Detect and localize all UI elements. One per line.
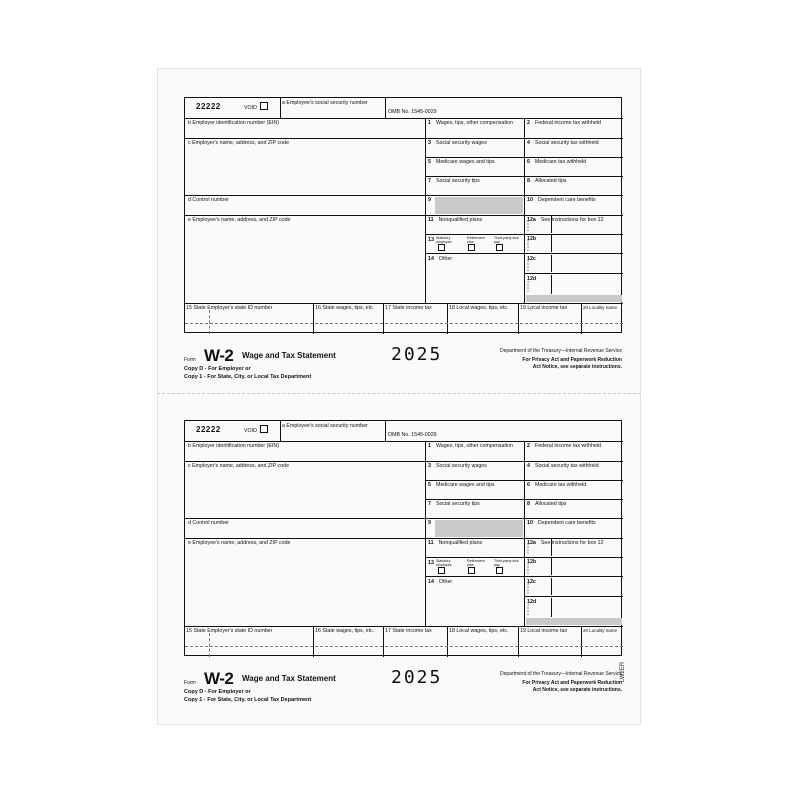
- product-code: LW2ER: [620, 661, 626, 682]
- box-6-label: 6 Medicare tax withheld: [527, 482, 587, 488]
- box-12d-code-label: C O D E: [526, 603, 530, 615]
- box-18-label: 18 Local wages, tips, etc.: [449, 305, 509, 311]
- form-name: W-2: [204, 669, 234, 688]
- statutory-employee-label: Statutory employee: [436, 236, 452, 244]
- box-20-label: 20 Locality name: [583, 628, 618, 633]
- form-word: Form: [184, 357, 196, 363]
- box-1-label: 1 Wages, tips, other compensation: [428, 443, 513, 449]
- box-8-label: 8 Allocated tips: [527, 178, 567, 184]
- box-16-label: 16 State wages, tips, etc.: [315, 305, 375, 311]
- box-12b-code-label: C O D E: [526, 562, 530, 574]
- w2-form-copy-2: [184, 420, 622, 705]
- box-b-label: b Employer identification number (EIN): [188, 120, 279, 126]
- box-e-label: e Employee's name, address, and ZIP code: [188, 540, 291, 546]
- box-10-label: 10 Dependent care benefits: [527, 520, 596, 526]
- form-title: Wage and Tax Statement: [242, 351, 336, 360]
- box-2-label: 2 Federal income tax withheld: [527, 443, 601, 449]
- tax-year: 2025: [391, 667, 443, 688]
- box-a-label: a Employee's social security number: [282, 423, 368, 429]
- privacy-line-1: For Privacy Act and Paperwork Reduction: [522, 680, 622, 686]
- third-party-sick-pay-checkbox[interactable]: [496, 244, 503, 251]
- statutory-employee-checkbox[interactable]: [438, 567, 445, 574]
- box-12a-code-label: C O D E: [526, 219, 530, 231]
- department-label: Department of the Treasury—Internal Revenue Service: [499, 348, 622, 354]
- privacy-line-1: For Privacy Act and Paperwork Reduction: [522, 357, 622, 363]
- copy-1-label: Copy 1 - For State, City, or Local Tax Department: [184, 697, 312, 703]
- box-10-label: 10 Dependent care benefits: [527, 197, 596, 203]
- box-12a-code-label: C O D E: [526, 542, 530, 554]
- box-14-label: 14 Other: [428, 579, 453, 585]
- box-17-label: 17 State income tax: [385, 628, 432, 634]
- box-13-label: 13: [428, 560, 434, 566]
- copy-1-label: Copy 1 - For State, City, or Local Tax Department: [184, 374, 312, 380]
- box-5-label: 5 Medicare wages and tips: [428, 159, 495, 165]
- third-party-sick-pay-label: Third-party sick pay: [494, 236, 519, 244]
- w2-box-grid: [184, 97, 622, 333]
- copy-d-label: Copy D - For Employer or: [184, 689, 251, 695]
- statutory-employee-checkbox[interactable]: [438, 244, 445, 251]
- box-9-label: 9: [428, 520, 431, 526]
- box-5-label: 5 Medicare wages and tips: [428, 482, 495, 488]
- box-8-label: 8 Allocated tips: [527, 501, 567, 507]
- box-c-label: c Employer's name, address, and ZIP code: [188, 463, 290, 469]
- box-15-label: 15 State Employer's state ID number: [186, 305, 273, 311]
- box-9-label: 9: [428, 197, 431, 203]
- box-a-label: a Employee's social security number: [282, 100, 368, 106]
- box-3-label: 3 Social security wages: [428, 463, 487, 469]
- box-7-label: 7 Social security tips: [428, 178, 480, 184]
- retirement-plan-checkbox[interactable]: [468, 567, 475, 574]
- copy-d-label: Copy D - For Employer or: [184, 366, 251, 372]
- box-13-label: 13: [428, 237, 434, 243]
- box-1-label: 1 Wages, tips, other compensation: [428, 120, 513, 126]
- omb-number: OMB No. 1545-0029: [388, 432, 437, 438]
- box-15-label: 15 State Employer's state ID number: [186, 628, 273, 634]
- box-d-label: d Control number: [188, 197, 229, 203]
- form-code: 22222: [196, 102, 221, 111]
- box-12c-label: 12c: [527, 256, 536, 262]
- retirement-plan-label: Retirement plan: [467, 236, 485, 244]
- box-20-label: 20 Locality name: [583, 305, 618, 310]
- form-word: Form: [184, 680, 196, 686]
- box-4-label: 4 Social security tax withheld: [527, 140, 599, 146]
- box-12b-code-label: C O D E: [526, 239, 530, 251]
- box-17-label: 17 State income tax: [385, 305, 432, 311]
- statutory-employee-label: Statutory employee: [436, 559, 452, 567]
- department-label: Department of the Treasury—Internal Revenue Service: [499, 671, 622, 677]
- box-12a-label: 12a See instructions for box 12: [527, 217, 604, 223]
- omb-number: OMB No. 1545-0029: [388, 109, 437, 115]
- box-12c-code-label: C O D E: [526, 582, 530, 594]
- void-label: VOID: [244, 105, 257, 111]
- form-name: W-2: [204, 346, 234, 365]
- box-12d-label: 12d: [527, 599, 537, 605]
- box-19-label: 19 Local income tax: [520, 628, 568, 634]
- perforation-line: [157, 393, 641, 394]
- box-d-label: d Control number: [188, 520, 229, 526]
- box-12a-label: 12a See instructions for box 12: [527, 540, 604, 546]
- form-code: 22222: [196, 425, 221, 434]
- box-14-label: 14 Other: [428, 256, 453, 262]
- void-checkbox[interactable]: [260, 425, 268, 433]
- box-6-label: 6 Medicare tax withheld: [527, 159, 587, 165]
- box-b-label: b Employer identification number (EIN): [188, 443, 279, 449]
- box-7-label: 7 Social security tips: [428, 501, 480, 507]
- privacy-line-2: Act Notice, see separate instructions.: [532, 363, 622, 370]
- box-12b-label: 12b: [527, 236, 537, 242]
- void-checkbox[interactable]: [260, 102, 268, 110]
- privacy-notice: [522, 357, 622, 370]
- third-party-sick-pay-label: Third-party sick pay: [494, 559, 519, 567]
- tax-year: 2025: [391, 344, 443, 365]
- box-18-label: 18 Local wages, tips, etc.: [449, 628, 509, 634]
- box-e-label: e Employee's name, address, and ZIP code: [188, 217, 291, 223]
- retirement-plan-checkbox[interactable]: [468, 244, 475, 251]
- void-label: VOID: [244, 428, 257, 434]
- third-party-sick-pay-checkbox[interactable]: [496, 567, 503, 574]
- w2-box-grid: [184, 420, 622, 656]
- box-16-label: 16 State wages, tips, etc.: [315, 628, 375, 634]
- box-2-label: 2 Federal income tax withheld: [527, 120, 601, 126]
- box-4-label: 4 Social security tax withheld: [527, 463, 599, 469]
- box-12c-label: 12c: [527, 579, 536, 585]
- privacy-line-2: Act Notice, see separate instructions.: [532, 686, 622, 693]
- w2-form-copy-1: [184, 97, 622, 382]
- form-title: Wage and Tax Statement: [242, 674, 336, 683]
- box-11-label: 11 Nonqualified plans: [428, 217, 483, 223]
- box-12d-code-label: C O D E: [526, 280, 530, 292]
- retirement-plan-label: Retirement plan: [467, 559, 485, 567]
- box-11-label: 11 Nonqualified plans: [428, 540, 483, 546]
- box-c-label: c Employer's name, address, and ZIP code: [188, 140, 290, 146]
- box-12b-label: 12b: [527, 559, 537, 565]
- privacy-notice: [522, 680, 622, 693]
- box-12c-code-label: C O D E: [526, 259, 530, 271]
- box-19-label: 19 Local income tax: [520, 305, 568, 311]
- box-3-label: 3 Social security wages: [428, 140, 487, 146]
- box-12d-label: 12d: [527, 276, 537, 282]
